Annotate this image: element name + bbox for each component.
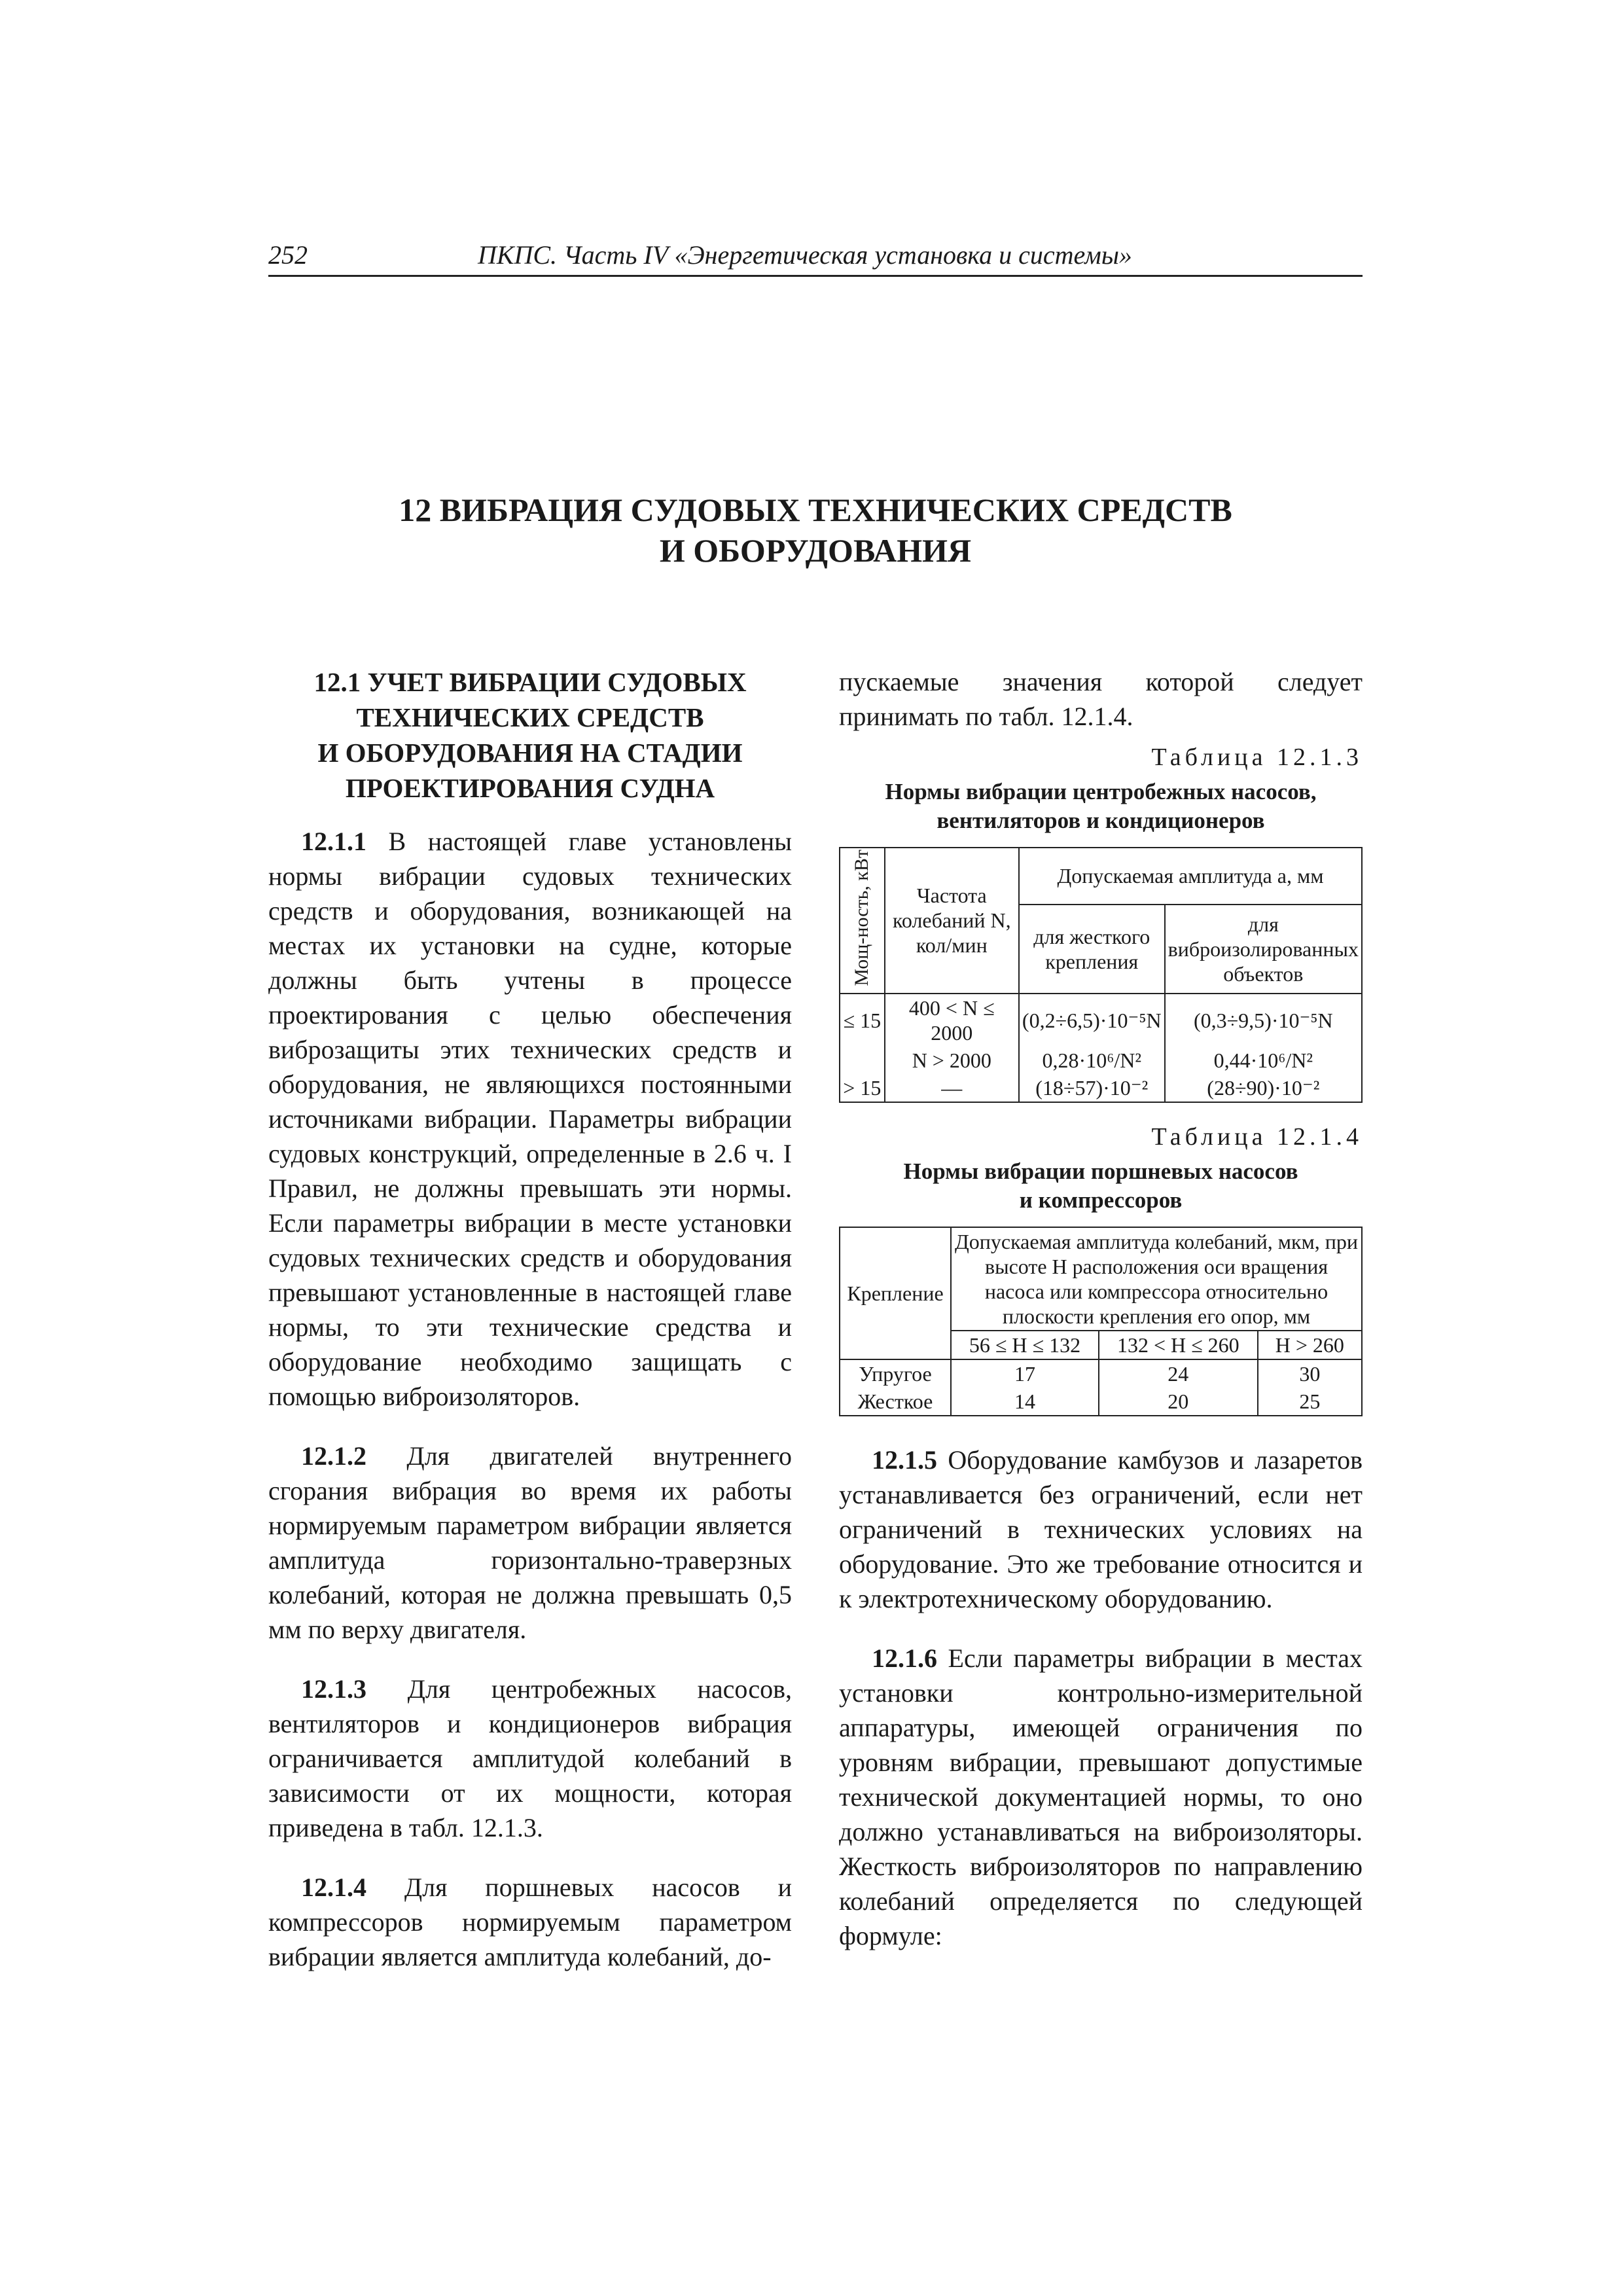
cell-frequency: 400 < N ≤ 2000: [885, 994, 1019, 1047]
chapter-title: [268, 490, 1363, 571]
table-row: [840, 1074, 1362, 1102]
header-height-1: 56 ≤ H ≤ 132: [951, 1331, 1099, 1359]
table-title-line1: Нормы вибрации поршневых насосов: [903, 1158, 1298, 1184]
table-12-1-3: [839, 847, 1363, 1103]
paragraph-text: Для центробежных насосов, вентиляторов и кондиционеров вибрация ограничивается амплитудой колебаний в зависимости от их мощности, которая приведена в табл. 12.1.3.: [268, 1674, 792, 1842]
header-rigid: для жесткого крепления: [1019, 905, 1165, 994]
header-amplitude: Допускаемая амплитуда колебаний, мкм, при высоте H расположения оси вращения насоса или компрессора относительно плоскости крепления его опор, мм: [951, 1227, 1362, 1331]
table-title-line2: и компрессоров: [1019, 1187, 1183, 1213]
paragraph-12-1-2: [268, 1439, 792, 1647]
chapter-title-line1: 12 ВИБРАЦИЯ СУДОВЫХ ТЕХНИЧЕСКИХ СРЕДСТВ: [399, 492, 1232, 528]
cell-frequency: N > 2000: [885, 1047, 1019, 1074]
left-column: [268, 664, 792, 1999]
cell-value: 20: [1099, 1388, 1258, 1416]
table-12-1-4-title: [839, 1157, 1363, 1215]
header-amplitude: Допускаемая амплитуда a, мм: [1019, 848, 1362, 905]
cell-value: 17: [951, 1359, 1099, 1388]
table-title-line2: вентиляторов и кондиционеров: [936, 808, 1265, 833]
header-height-3: H > 260: [1258, 1331, 1362, 1359]
section-title-line1: 12.1 УЧЕТ ВИБРАЦИИ СУДОВЫХ: [313, 667, 747, 697]
paragraph-12-1-5: [839, 1443, 1363, 1616]
header-power-label: Мощ-ность, кВт: [851, 850, 873, 986]
paragraph-text: Оборудование камбузов и лазаретов устанавливается без ограничений, если нет ограничений в технических условиях на оборудование. Это же требование относится и к электротехническому оборудованию.: [839, 1444, 1363, 1613]
header-power: [840, 848, 885, 994]
paragraph-text: Для двигателей внутреннего сгорания вибрация во время их работы нормируемым параметром вибрации является амплитуда горизонтально-траверзных колебаний, которая не должна превышать 0,5 мм по верху двигателя.: [268, 1441, 793, 1644]
cell-power: [840, 1047, 885, 1074]
paragraph-12-1-4-continued: пускаемые значения которой следует принимать по табл. 12.1.4.: [839, 667, 1363, 731]
paragraph-text: В настоящей главе установлены нормы вибрации судовых технических средств и оборудования, возникающей на местах их установки на судне, которые должны быть учтены в процессе проектирования с целью обеспечения виброзащиты этих технических средств и оборудования, не являющихся постоянными источниками вибрации. Параметры вибрации судовых конструкций, определенные в 2.6 ч. I Правил, не должны превышать эти нормы. Если параметры вибрации в месте установки судовых технических средств и оборудования превышают установленные в настоящей главе нормы, то эти технические средства и оборудование необходимо защищать с помощью виброизоляторов.: [268, 827, 792, 1411]
header-frequency: Частота колебаний N, кол/мин: [885, 848, 1019, 994]
section-title-line3: И ОБОРУДОВАНИЯ НА СТАДИИ: [317, 738, 743, 768]
table-12-1-4: [839, 1227, 1363, 1416]
cell-rigid: (0,2÷6,5)·10⁻⁵N: [1019, 994, 1165, 1047]
clause-number: 12.1.2: [301, 1441, 366, 1471]
clause-number: 12.1.4: [301, 1873, 366, 1902]
cell-value: 24: [1099, 1359, 1258, 1388]
paragraph-12-1-6: [839, 1641, 1363, 1953]
cell-value: 25: [1258, 1388, 1362, 1416]
clause-number: 12.1.1: [301, 827, 366, 856]
table-12-1-4-caption: Таблица 12.1.4: [1151, 1122, 1363, 1151]
paragraph-text: Для поршневых насосов и компрессоров нормируемым параметром вибрации является амплитуда колебаний, до-: [268, 1873, 793, 1971]
section-title: [268, 664, 792, 806]
page-header: [268, 236, 1363, 277]
cell-frequency: —: [885, 1074, 1019, 1102]
cell-mounting: Жесткое: [840, 1388, 951, 1416]
header-mounting: Крепление: [840, 1227, 951, 1359]
paragraph-12-1-3: [268, 1672, 792, 1845]
section-title-line2: ТЕХНИЧЕСКИХ СРЕДСТВ: [356, 702, 704, 732]
cell-mounting: Упругое: [840, 1359, 951, 1388]
table-12-1-3-title: [839, 778, 1363, 835]
table-row: [840, 994, 1362, 1047]
cell-isolated: (28÷90)·10⁻²: [1165, 1074, 1362, 1102]
clause-number: 12.1.5: [872, 1444, 937, 1475]
cell-rigid: 0,28·10⁶/N²: [1019, 1047, 1165, 1074]
page-number: 252: [268, 240, 308, 270]
cell-power: ≤ 15: [840, 994, 885, 1047]
chapter-title-line2: И ОБОРУДОВАНИЯ: [659, 532, 972, 569]
table-row: [840, 1388, 1362, 1416]
header-height-2: 132 < H ≤ 260: [1099, 1331, 1258, 1359]
table-row: [840, 1359, 1362, 1388]
cell-rigid: (18÷57)·10⁻²: [1019, 1074, 1165, 1102]
table-title-line1: Нормы вибрации центробежных насосов,: [885, 779, 1317, 804]
header-isolated: для виброизолированных объектов: [1165, 905, 1362, 994]
clause-number: 12.1.6: [872, 1643, 937, 1673]
table-row: [840, 1047, 1362, 1074]
section-title-line4: ПРОЕКТИРОВАНИЯ СУДНА: [345, 773, 715, 803]
cell-isolated: 0,44·10⁶/N²: [1165, 1047, 1362, 1074]
paragraph-12-1-1: [268, 824, 792, 1414]
cell-power: > 15: [840, 1074, 885, 1102]
cell-isolated: (0,3÷9,5)·10⁻⁵N: [1165, 994, 1362, 1047]
cell-value: 14: [951, 1388, 1099, 1416]
right-column: [839, 664, 1363, 1978]
cell-value: 30: [1258, 1359, 1362, 1388]
clause-number: 12.1.3: [301, 1674, 366, 1704]
running-title: ПКПС. Часть IV «Энергетическая установка и системы»: [478, 240, 1132, 270]
table-12-1-3-caption: Таблица 12.1.3: [1151, 744, 1363, 771]
paragraph-12-1-4: [268, 1870, 792, 1974]
paragraph-text: Если параметры вибрации в местах установки контрольно-измерительной аппаратуры, имеющей ограничения по уровням вибрации, превышают допустимые технической документацией нормы, то оно должно устанавливаться на виброизоляторы. Жесткость виброизоляторов по направлению колебаний определяется по следующей формуле:: [839, 1643, 1363, 1950]
